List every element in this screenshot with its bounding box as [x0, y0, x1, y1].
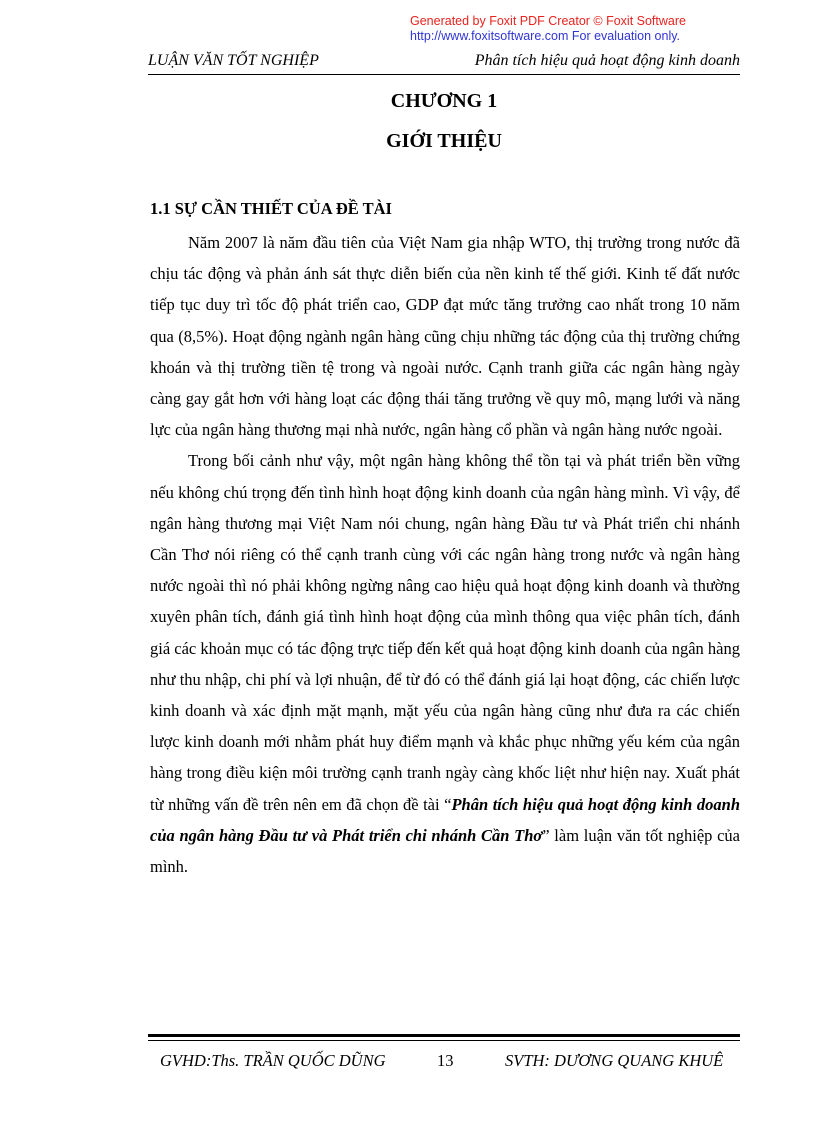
body-text [150, 227, 740, 882]
footer-rule-thick [148, 1034, 740, 1037]
section-heading: 1.1 SỰ CẦN THIẾT CỦA ĐỀ TÀI [150, 199, 392, 218]
chapter-number: CHƯƠNG 1 [390, 90, 498, 112]
paragraph-2 [150, 445, 740, 882]
chapter-title: GIỚI THIỆU [386, 130, 502, 152]
thesis-title: Phân tích hiệu quả hoạt động kinh doanh của ngân hàng Đầu tư và Phát triển chi nhánh Cần Thơ [150, 794, 741, 845]
page-header [148, 52, 740, 75]
watermark-line-1: Generated by Foxit PDF Creator © Foxit Software [410, 14, 686, 28]
header-left-title: LUẬN VĂN TỐT NGHIỆP [148, 52, 319, 69]
footer-student: SVTH: DƯƠNG QUANG KHUÊ [505, 1051, 724, 1070]
header-right-title: Phân tích hiệu quả hoạt động kinh doanh [474, 52, 740, 69]
paragraph-2-tail: ” làm luận văn tốt nghiệp của mình. [150, 825, 740, 877]
page-number: 13 [437, 1051, 454, 1070]
footer-advisor: GVHD:Ths. TRẦN QUỐC DŨNG [160, 1051, 386, 1070]
paragraph-2-lead: Trong bối cảnh như vậy, một ngân hàng không thể tồn tại và phát triển bền vững nếu không chú trọng đến tình hình hoạt động kinh doanh của ngân hàng mình. Vì vậy, để ngân hàng thương mại Việt Nam nói chung, ngân hàng Đầu tư và Phát triển chi nhánh Cần Thơ nói riêng có thể cạnh tranh cùng với các ngân hàng trong nước và ngân hàng nước ngoài thì nó phải không ngừng nâng cao hiệu quả hoạt động kinh doanh và thường xuyên phân tích, đánh giá tình hình hoạt động của mình thông qua việc phân tích, đánh giá các khoản mục có tác động trực tiếp đến kết quả hoạt động kinh doanh của ngân hàng như thu nhập, chi phí và lợi nhuận, để từ đó có thể đánh giá lại hoạt động, các chiến lược kinh doanh và xác định mặt mạnh, mặt yếu của ngân hàng cũng như đưa ra các chiến lược kinh doanh mới nhằm phát huy điểm mạnh và khắc phục những yếu kém của ngân hàng trong điều kiện môi trường cạnh tranh ngày càng khốc liệt như hiện nay. Xuất phát từ những vấn đề trên nên em đã chọn đề tài “ [150, 451, 740, 814]
watermark-line-2: http://www.foxitsoftware.com For evaluation only. [410, 29, 681, 43]
footer-rule-thin [148, 1040, 740, 1041]
pdf-watermark [410, 14, 686, 44]
paragraph-1: Năm 2007 là năm đầu tiên của Việt Nam gia nhập WTO, thị trường trong nước đã chịu tác động và phản ánh sát thực diễn biến của nền kinh tế thế giới. Kinh tế đất nước tiếp tục duy trì tốc độ phát triển cao, GDP đạt mức tăng trưởng cao nhất trong 10 năm qua (8,5%). Hoạt động ngành ngân hàng cũng chịu những tác động của thị trường chứng khoán và thị trường tiền tệ trong và ngoài nước. Cạnh tranh giữa các ngân hàng ngày càng gay gắt hơn với hàng loạt các động thái tăng trưởng về quy mô, mạng lưới và năng lực của ngân hàng thương mại nhà nước, ngân hàng cổ phần và ngân hàng nước ngoài. [150, 233, 740, 440]
